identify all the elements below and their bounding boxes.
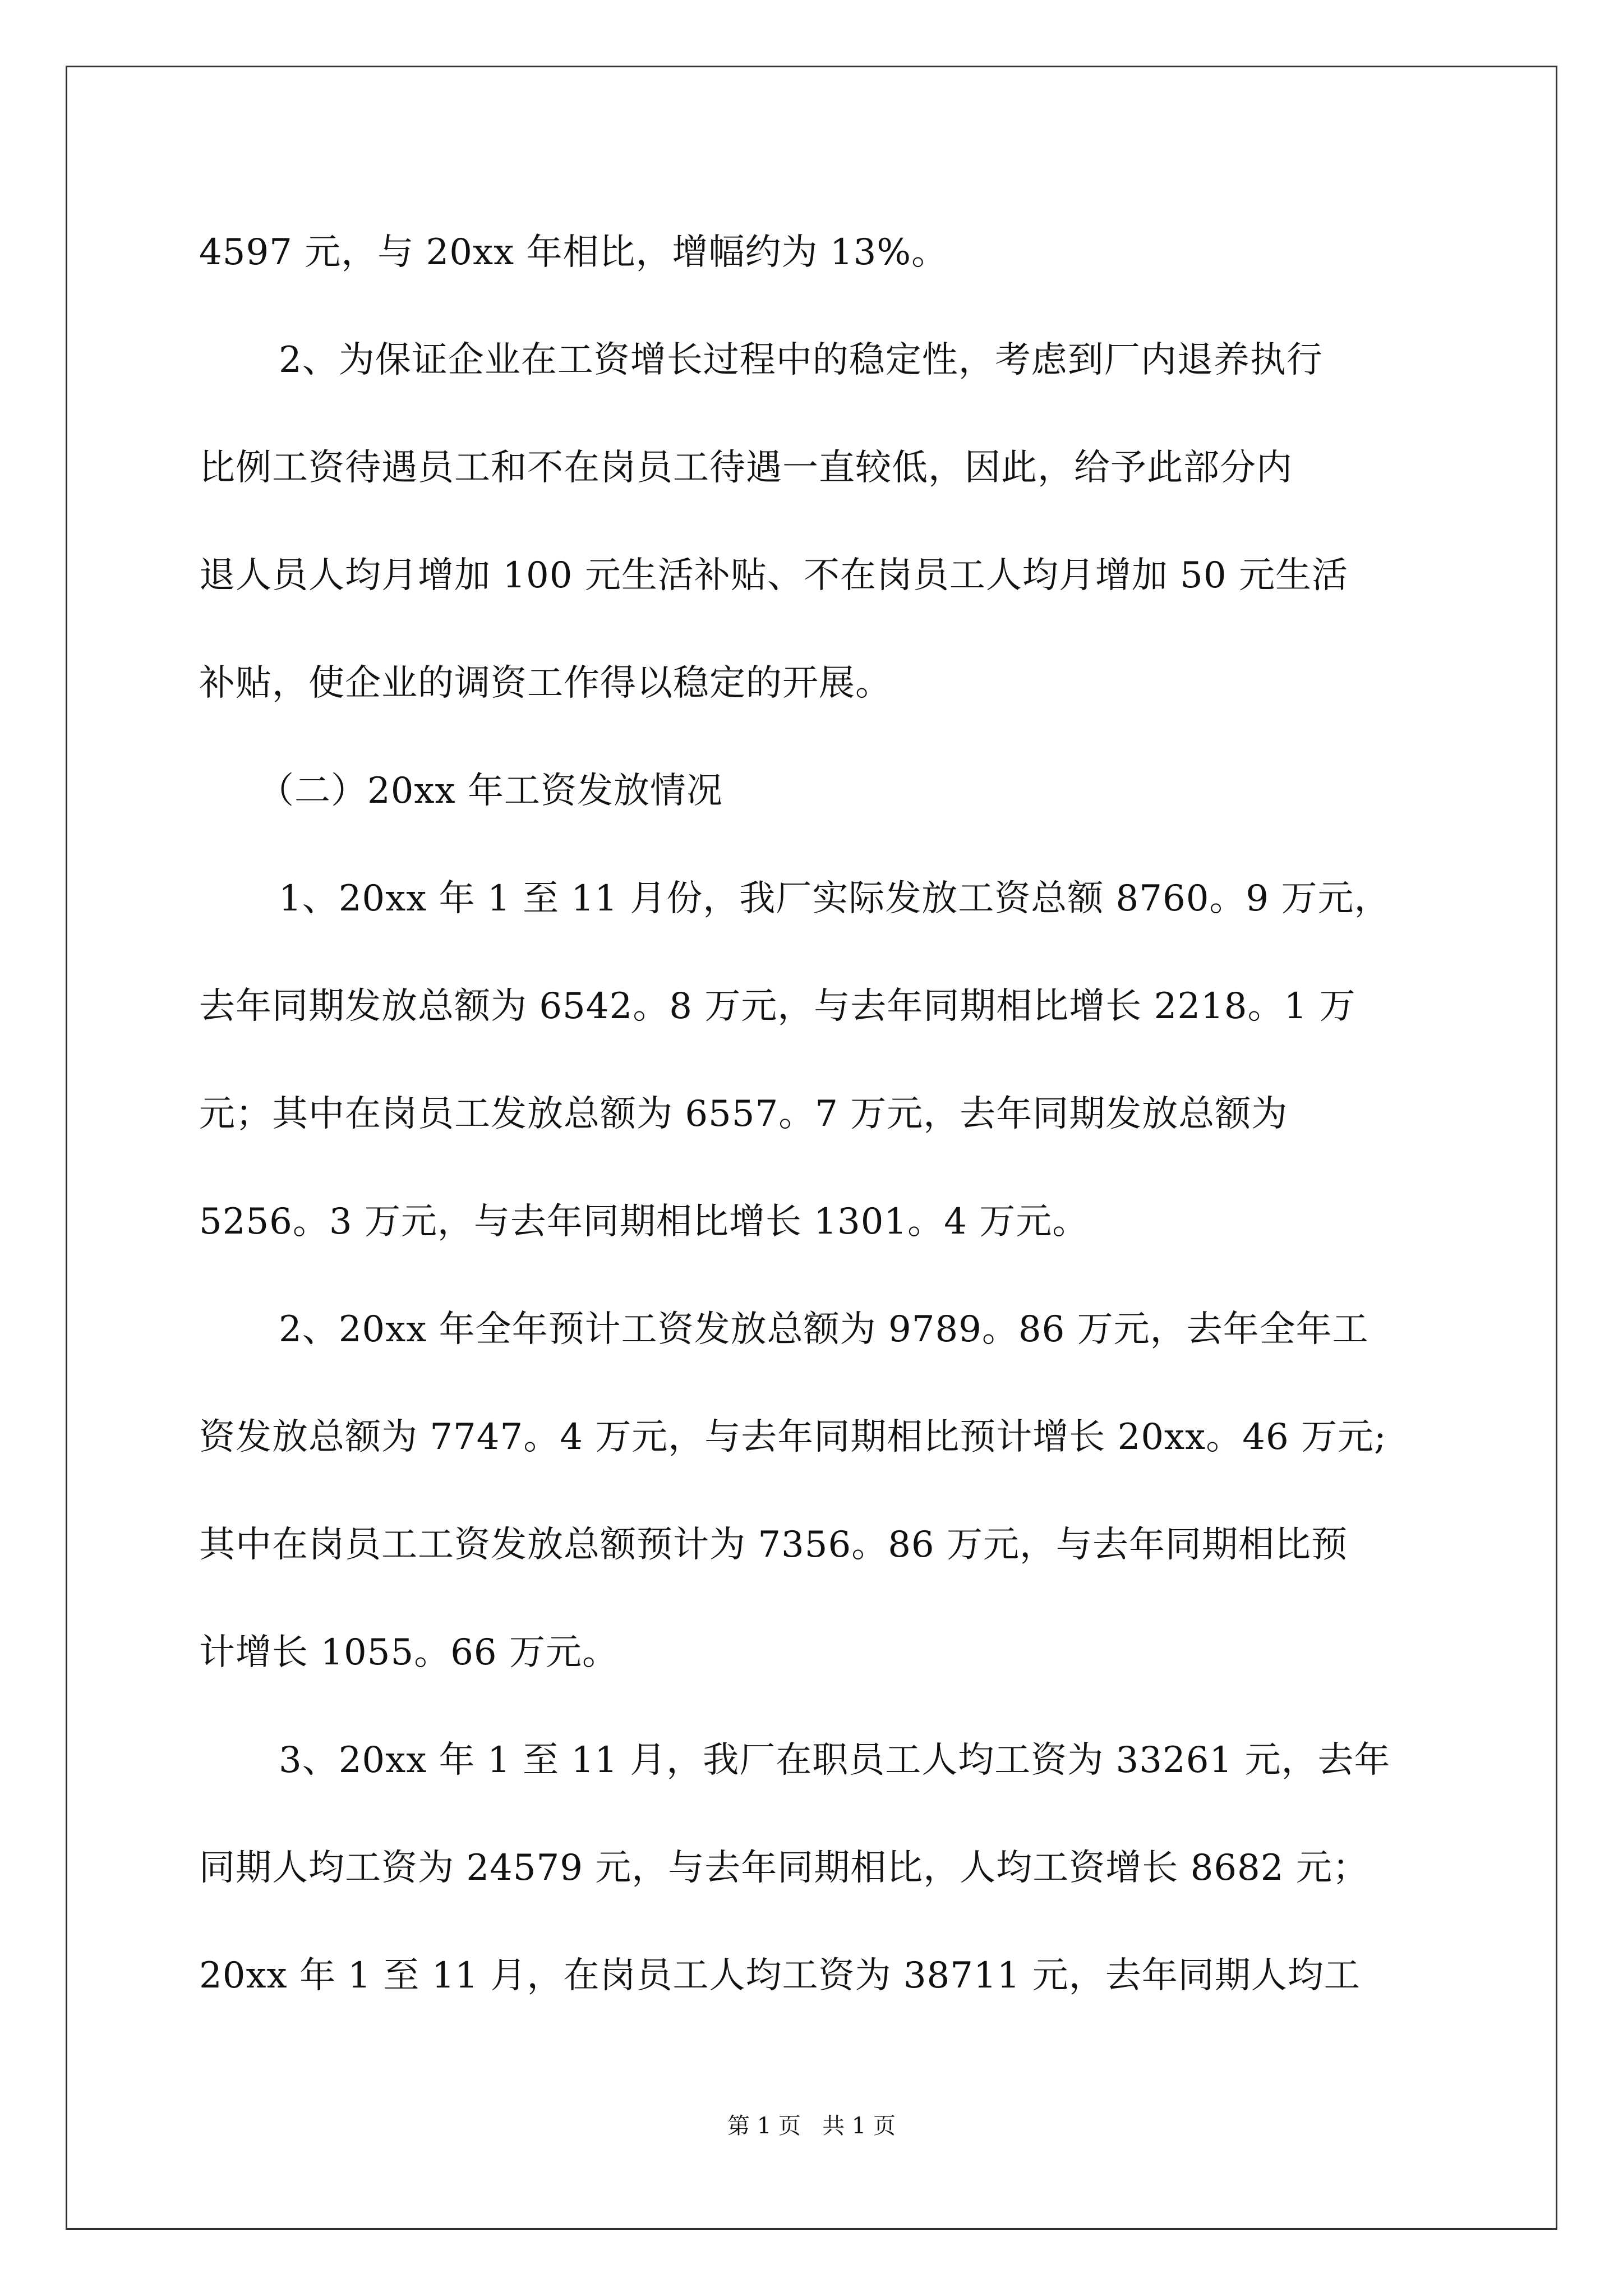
text-line: 比例工资待遇员工和不在岗员工待遇一直较低，因此，给予此部分内 <box>199 447 1293 489</box>
text-line: 3、20xx 年 1 至 11 月，我厂在职员工人均工资为 33261 元，去年 <box>279 1740 1391 1781</box>
text-line: 同期人均工资为 24579 元，与去年同期相比，人均工资增长 8682 元； <box>199 1847 1369 1889</box>
text-line: 补贴，使企业的调资工作得以稳定的开展。 <box>199 662 892 704</box>
page-number: 第 1 页 共 1 页 <box>727 2113 896 2139</box>
text-line: 1、20xx 年 1 至 11 月份，我厂实际发放工资总额 8760。9 万元， <box>279 878 1391 919</box>
text-line: 20xx 年 1 至 11 月，在岗员工人均工资为 38711 元，去年同期人均工 <box>199 1955 1361 1996</box>
text-line: 退人员人均月增加 100 元生活补贴、不在岗员工人均月增加 50 元生活 <box>199 555 1348 596</box>
text-line: 去年同期发放总额为 6542。8 万元，与去年同期相比增长 2218。1 万 <box>199 986 1356 1027</box>
page-border <box>66 66 1557 2230</box>
text-line: 2、为保证企业在工资增长过程中的稳定性，考虑到厂内退养执行 <box>279 339 1323 381</box>
section-heading: （二）20xx 年工资发放情况 <box>258 770 723 812</box>
text-line: 元；其中在岗员工发放总额为 6557。7 万元，去年同期发放总额为 <box>199 1093 1288 1135</box>
text-line: 计增长 1055。66 万元。 <box>199 1632 619 1673</box>
text-line: 资发放总额为 7747。4 万元，与去年同期相比预计增长 20xx。46 万元; <box>199 1416 1387 1458</box>
text-line: 4597 元，与 20xx 年相比，增幅约为 13%。 <box>199 232 948 273</box>
text-line: 其中在岗员工工资发放总额预计为 7356。86 万元，与去年同期相比预 <box>199 1524 1348 1566</box>
text-line: 5256。3 万元，与去年同期相比增长 1301。4 万元。 <box>199 1201 1089 1243</box>
text-line: 2、20xx 年全年预计工资发放总额为 9789。86 万元，去年全年工 <box>279 1309 1369 1350</box>
